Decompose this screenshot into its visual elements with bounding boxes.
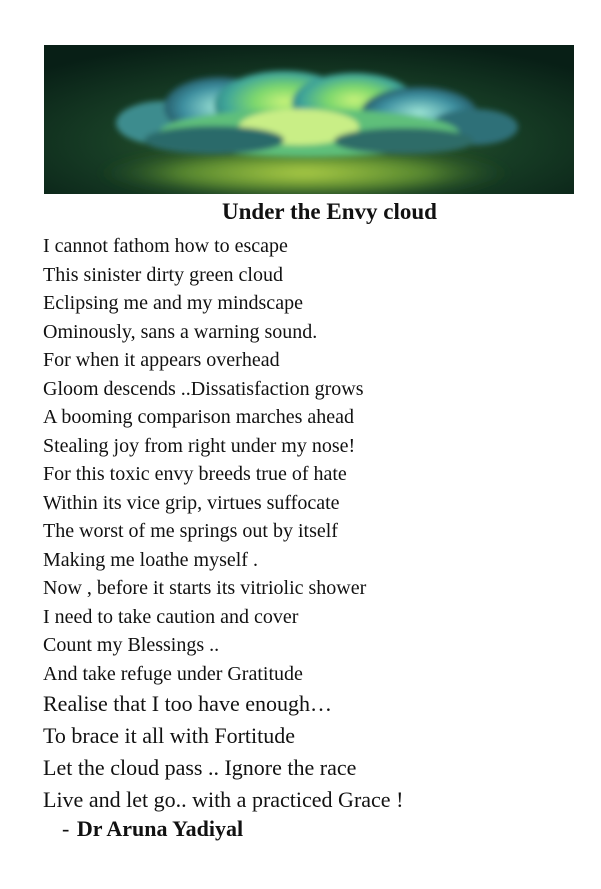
poem-line: I cannot fathom how to escape	[43, 235, 288, 257]
poem-line: To brace it all with Fortitude	[43, 723, 296, 748]
poem-line: Gloom descends ..Dissatisfaction grows	[43, 377, 364, 400]
cloud-banner-image	[44, 45, 574, 194]
poem-line: Stealing joy from right under my nose!	[43, 434, 356, 457]
poem-title: Under the Envy cloud	[222, 199, 437, 224]
author-dash: -	[62, 816, 70, 841]
poem-line: Eclipsing me and my mindscape	[43, 292, 303, 314]
poem-line: For this toxic envy breeds true of hate	[43, 463, 347, 485]
poem-line: This sinister dirty green cloud	[43, 263, 283, 286]
poem-body	[43, 232, 403, 816]
poem-line: For when it appears overhead	[43, 349, 280, 371]
poem-line: Let the cloud pass .. Ignore the race	[43, 755, 357, 780]
poem-line: Making me loathe myself .	[43, 548, 258, 571]
poem-line: A booming comparison marches ahead	[43, 406, 355, 428]
author-name: Dr Aruna Yadiyal	[76, 816, 244, 841]
poem-line: Realise that I too have enough…	[43, 691, 332, 716]
poem-line: I need to take caution and cover	[43, 605, 299, 628]
poem-line: Within its vice grip, virtues suffocate	[43, 491, 340, 514]
green-cloud-icon	[44, 45, 574, 194]
poem-line: Live and let go.. with a practiced Grace !	[43, 787, 404, 812]
poem-line: Ominously, sans a warning sound.	[43, 320, 318, 343]
poem-line: The worst of me springs out by itself	[43, 520, 338, 542]
poem-line: Count my Blessings ..	[43, 634, 220, 656]
poem-author	[62, 815, 243, 843]
poem-line: And take refuge under Gratitude	[43, 662, 303, 685]
poem-line: Now , before it starts its vitriolic shower	[43, 577, 367, 599]
